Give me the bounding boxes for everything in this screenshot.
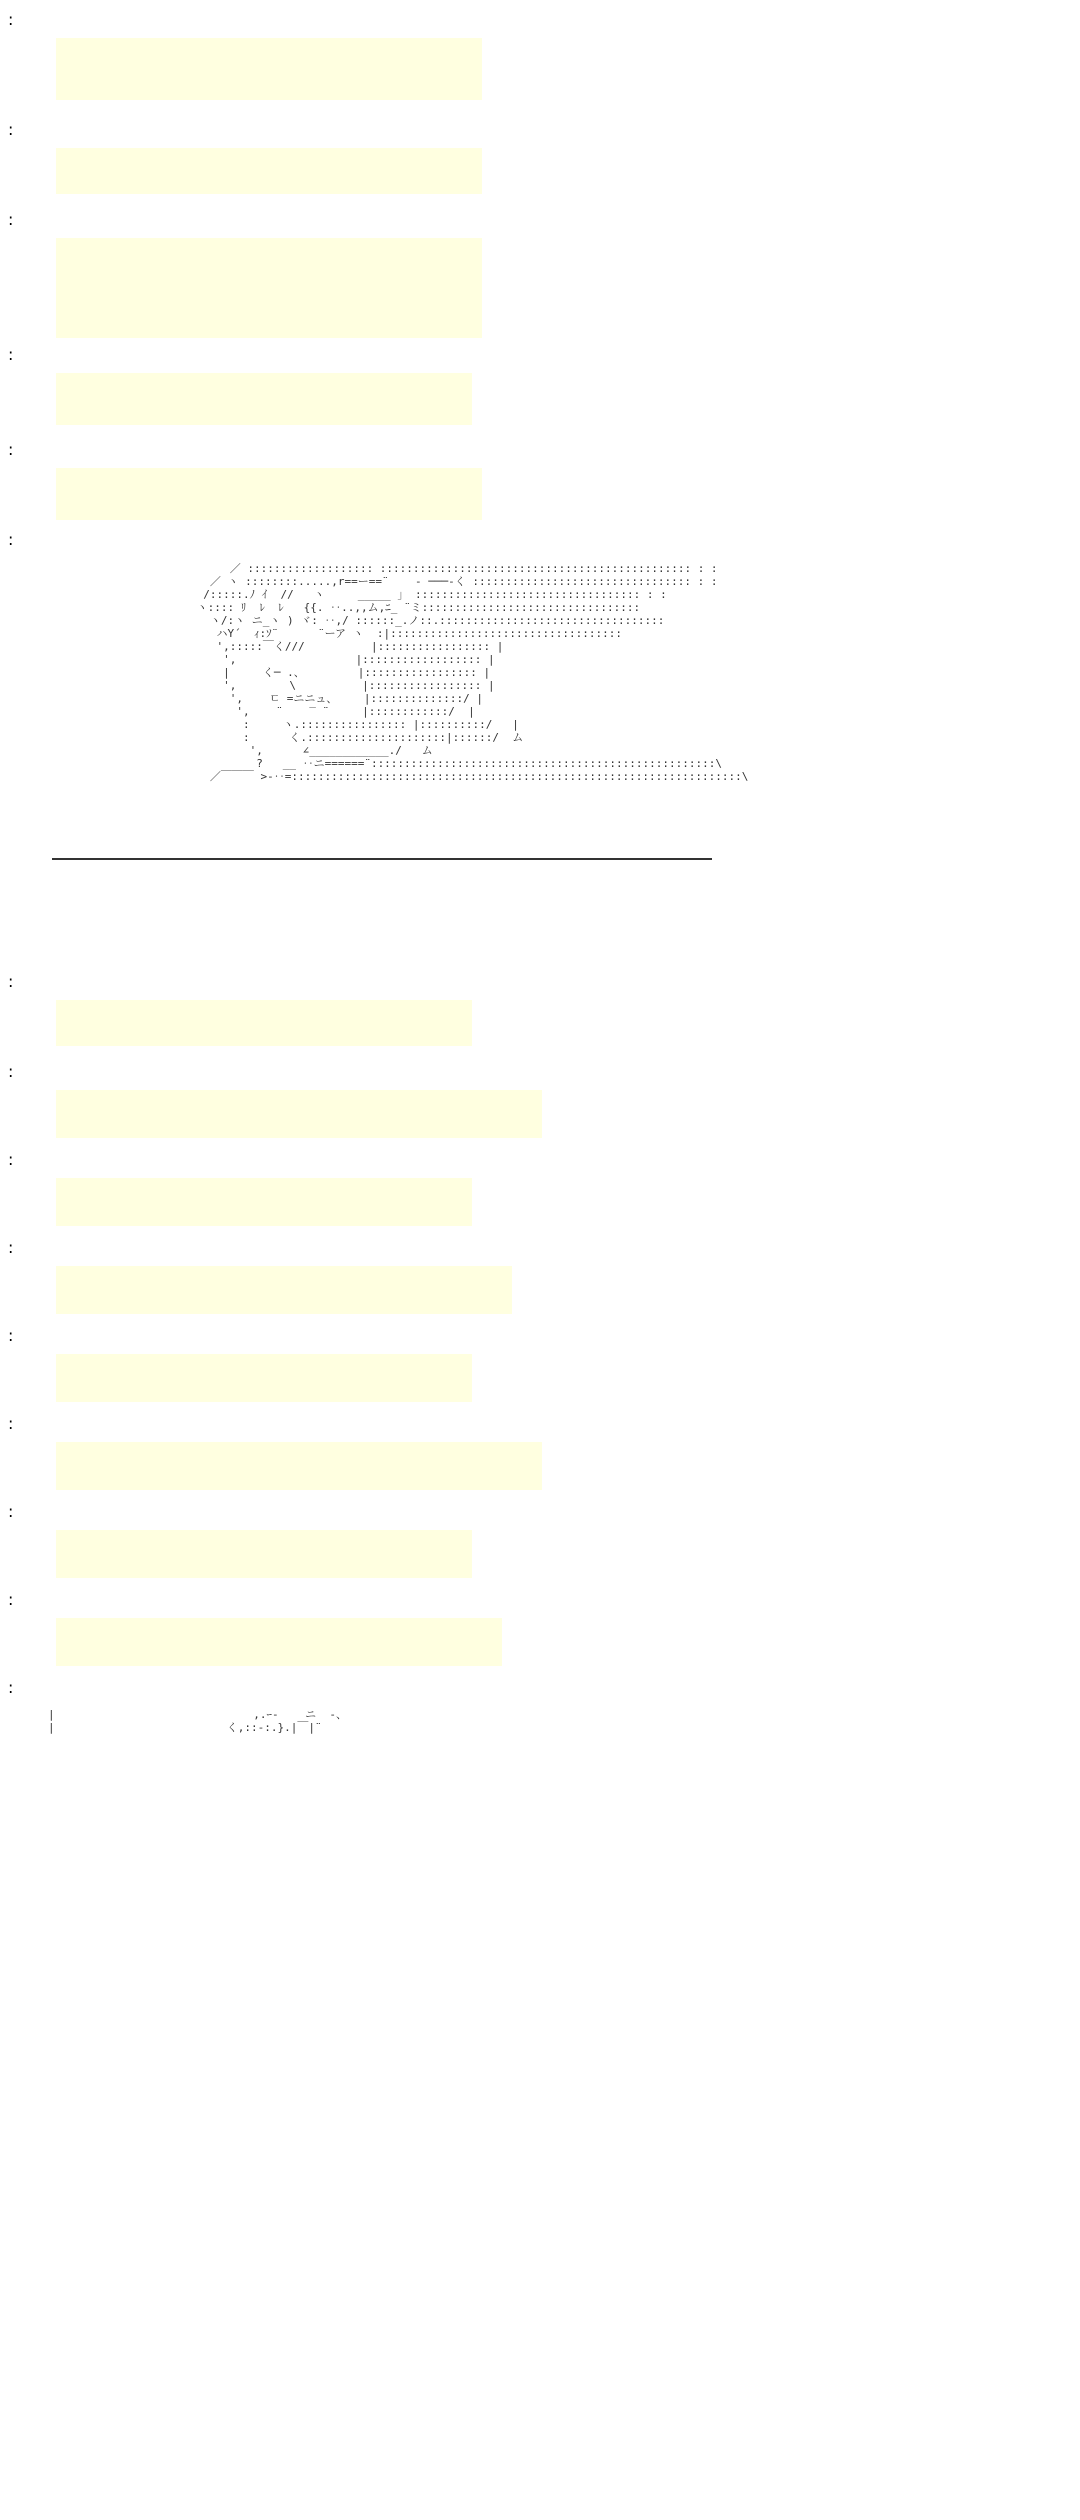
post-body xyxy=(56,1000,472,1046)
post-header: : xyxy=(8,1326,14,1345)
post-body xyxy=(56,1266,512,1314)
divider-line xyxy=(52,858,712,860)
post-header: : xyxy=(8,120,14,139)
post-header: : xyxy=(8,210,14,229)
post-body xyxy=(56,1442,542,1490)
post-body xyxy=(56,148,482,194)
post-header: : xyxy=(8,530,14,549)
post-body xyxy=(56,1178,472,1226)
post-body xyxy=(56,1354,472,1402)
post-header: : xyxy=(8,1062,14,1081)
post-header: : xyxy=(8,1238,14,1257)
post-body xyxy=(56,38,482,100)
post-header: : xyxy=(8,1590,14,1609)
post-body xyxy=(56,468,482,520)
post-header: : xyxy=(8,1502,14,1521)
post-header: : xyxy=(8,345,14,364)
ascii-art-character: ／ ::::::::::::::::::: ::::::::::::::::::::::::::::::::::::::::::::::: : : ／ ヽ ::::::::.....,r==ー==¨ ‐ ───‐く ::::::::::::::::::::::::::::::::: : : /:::::.ﾉ ｲ // ヽ _____ 」 :::::::::::::::::::::::::::::::::: : : ヽ:::: ﾘ ﾚ ﾚ {{. ‥..,,ム,ﾆ_ ¨ミ::::::::::::::::::::::::::::::::: ヽ/:ヽ ニ_ヽ ) ヾ: ‥,/ ::::::_.ノ::.:::::::::::::::::::::::::::::::::: ハY´ ｨ:ｿ¨ ¨ーア ヽ :|::::::::::::::::::::::::::::::::::: ',:::::￣く/// |::::::::::::::::: | ', |:::::::::::::::::: | | く─ .、 |::::::::::::::::: | ', \ |::::::::::::::::: | ', ㄷ =ニニュ、 |::::::::::::::/ | ', ¨ ‾ ¨ |::::::::::::/ | : ヽ.:::::::::::::::: |::::::::::/ | : く.:::::::::::::::::::::|::::::/ ム ', ∠____________./ ム ? __ ‥ニ======¨::::::::::::::::::::::::::::::::::::::::::::::::::::\ ／￣￣￣ >-‥=::::::::::::::::::::::::::::::::::::::::::::::::::::::::::::::::::::\ xyxy=(196,562,749,783)
post-body xyxy=(56,1090,542,1138)
ascii-art-scene: | ,.ｰ‐ ニ ‐、 | く,::‐:.}.|￣|¨ xyxy=(48,1708,348,1734)
post-header: : xyxy=(8,1150,14,1169)
post-header: : xyxy=(8,1414,14,1433)
post-body xyxy=(56,1618,502,1666)
post-header: : xyxy=(8,440,14,459)
post-header: : xyxy=(8,1678,14,1697)
post-body xyxy=(56,238,482,338)
post-body xyxy=(56,373,472,425)
post-header: : xyxy=(8,972,14,991)
post-body xyxy=(56,1530,472,1578)
post-header: : xyxy=(8,10,14,29)
